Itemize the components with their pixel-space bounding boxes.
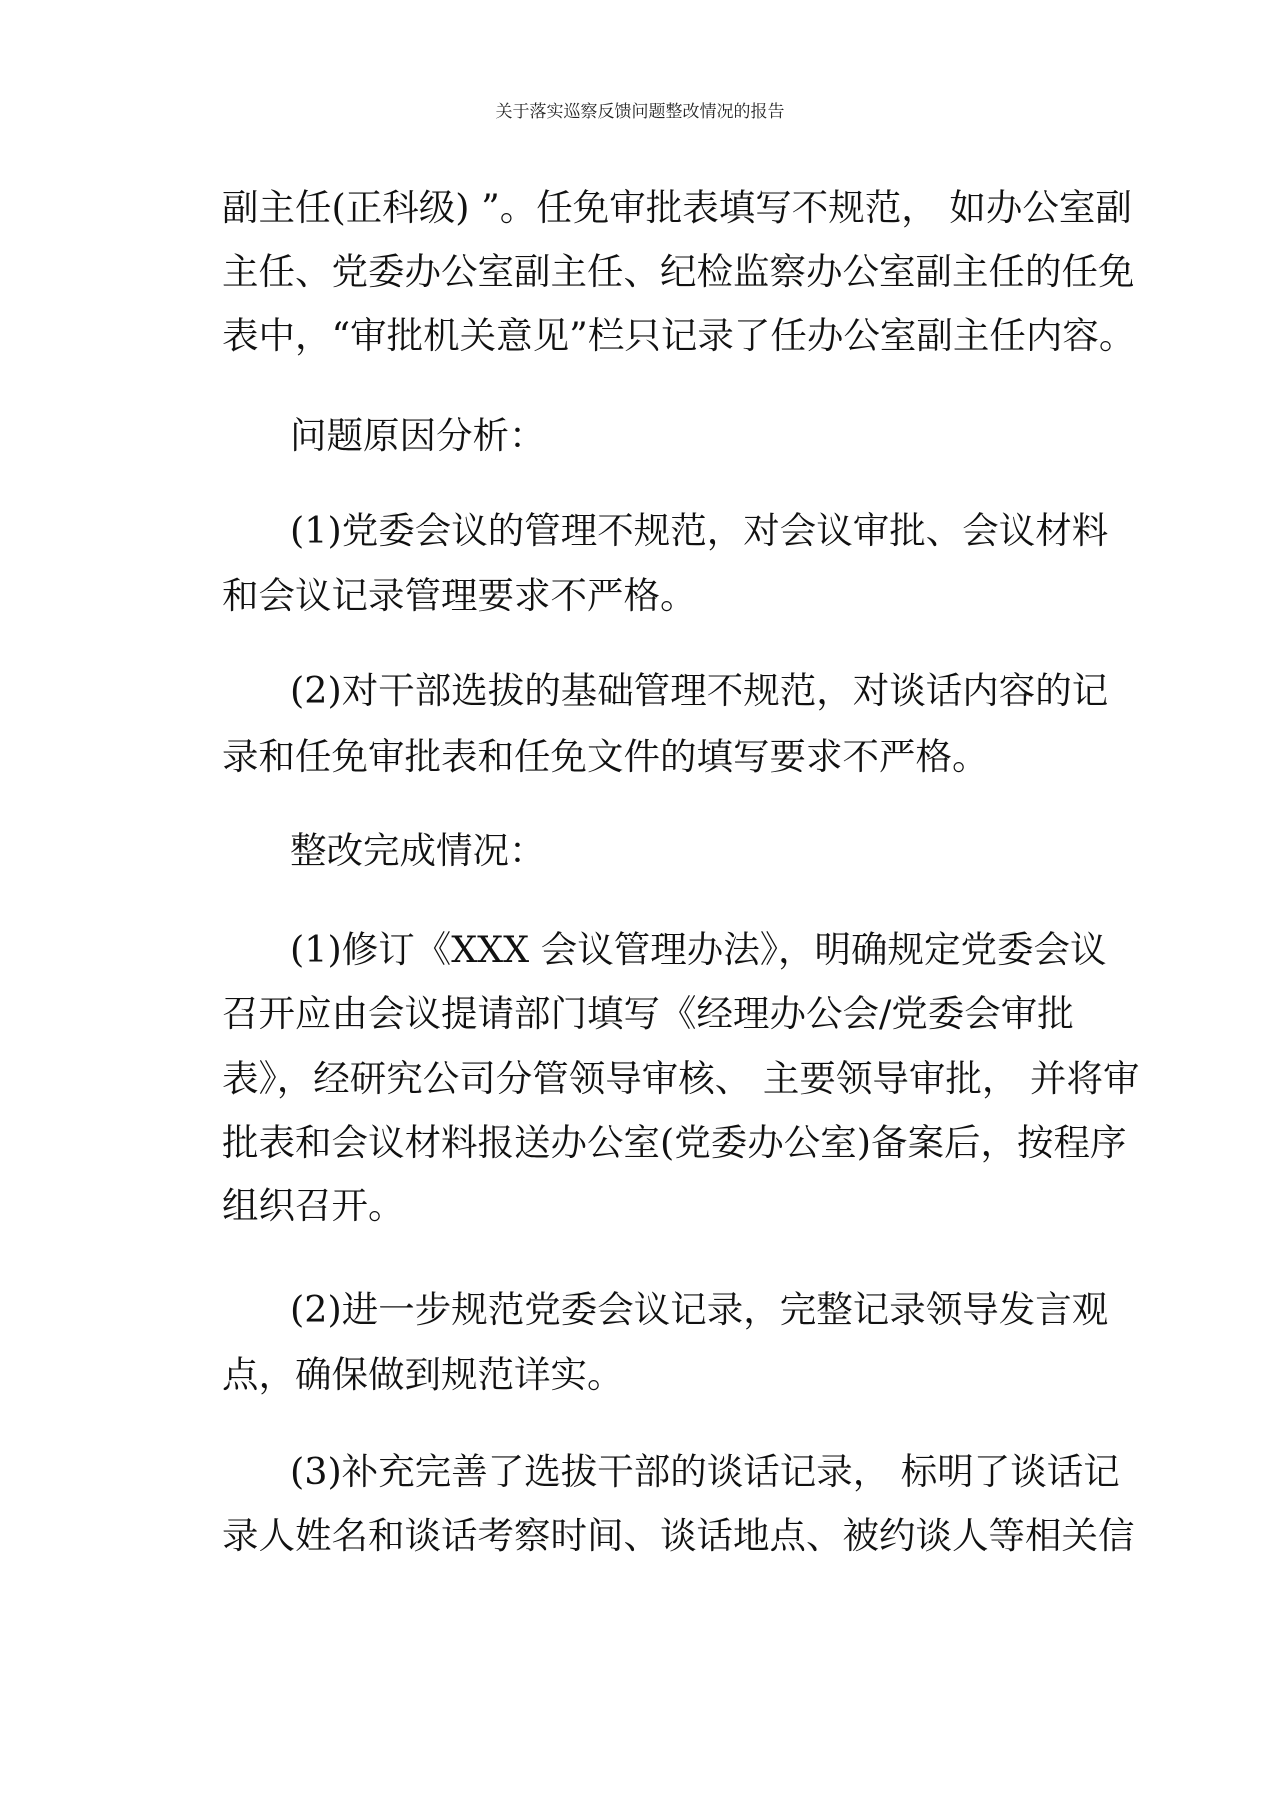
body-text-line: (1)修订《XXX 会议管理办法》，明确规定党委会议 — [290, 928, 1107, 971]
body-text-line: 表》，经研究公司分管领导审核、 主要领导审批， 并将审 — [222, 1057, 1140, 1100]
body-text-line: 表中，“审批机关意见”栏只记录了任办公室副主任内容。 — [222, 314, 1136, 357]
body-text-line: 主任、党委办公室副主任、纪检监察办公室副主任的任免 — [222, 250, 1135, 293]
body-text-line: 录人姓名和谈话考察时间、谈话地点、被约谈人等相关信 — [222, 1514, 1135, 1557]
page-header-title: 关于落实巡察反馈问题整改情况的报告 — [495, 102, 785, 122]
body-text-line: (2)对干部选拔的基础管理不规范，对谈话内容的记 — [290, 669, 1109, 712]
body-text-line: (3)补充完善了选拔干部的谈话记录， 标明了谈话记 — [290, 1450, 1120, 1493]
body-text-line: 录和任免审批表和任免文件的填写要求不严格。 — [222, 735, 989, 778]
body-text-line: 组织召开。 — [222, 1184, 405, 1227]
body-text-line: 召开应由会议提请部门填写《经理办公会/党委会审批 — [222, 992, 1074, 1035]
body-text-line: (2)进一步规范党委会议记录，完整记录领导发言观 — [290, 1288, 1109, 1331]
section-heading-rectification-status: 整改完成情况： — [290, 829, 546, 872]
section-heading-cause-analysis: 问题原因分析： — [290, 414, 546, 457]
body-text-line: 和会议记录管理要求不严格。 — [222, 574, 697, 617]
body-text-line: 副主任(正科级) ”。任免审批表填写不规范， 如办公室副 — [222, 186, 1132, 229]
body-text-line: 批表和会议材料报送办公室(党委办公室)备案后，按程序 — [222, 1121, 1127, 1164]
body-text-line: (1)党委会议的管理不规范，对会议审批、会议材料 — [290, 509, 1109, 552]
body-text-line: 点，确保做到规范详实。 — [222, 1353, 624, 1396]
